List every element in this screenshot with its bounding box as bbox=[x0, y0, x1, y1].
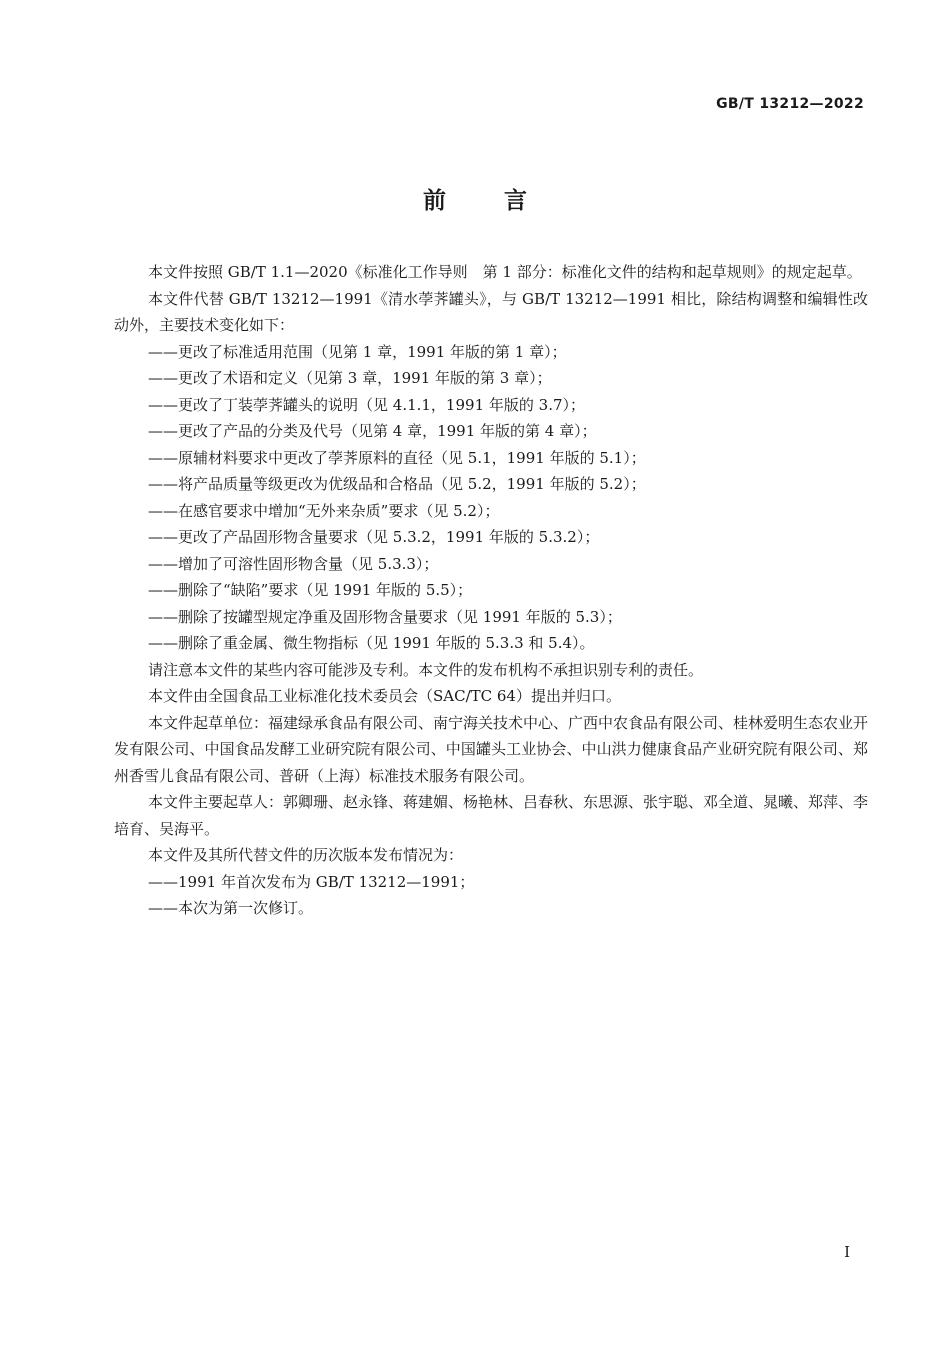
drafting-units-paragraph: 本文件起草单位：福建绿承食品有限公司、南宁海关技术中心、广西中农食品有限公司、桂林爱明生态农业开发有限公司、中国食品发酵工业研究院有限公司、中国罐头工业协会、中山洪力健康食品产业研究院有限公司、郑州香雪儿食品有限公司、普研（上海）标准技术服务有限公司。 bbox=[114, 713, 869, 785]
committee-paragraph: 本文件由全国食品工业标准化技术委员会（SAC/TC 64）提出并归口。 bbox=[148, 687, 621, 705]
history-item: ——本次为第一次修订。 bbox=[148, 899, 314, 917]
preface-body bbox=[114, 259, 868, 922]
change-item: ——更改了产品的分类及代号（见第 4 章，1991 年版的第 4 章）； bbox=[148, 422, 597, 440]
change-item: ——更改了丁装荸荠罐头的说明（见 4.1.1，1991 年版的 3.7）； bbox=[148, 395, 586, 414]
change-item: ——将产品质量等级更改为优级品和合格品（见 5.2，1991 年版的 5.2）； bbox=[148, 475, 646, 493]
patent-notice: 请注意本文件的某些内容可能涉及专利。本文件的发布机构不承担识别专利的责任。 bbox=[148, 660, 704, 679]
standard-code: GB/T 13212—2022 bbox=[716, 96, 864, 112]
history-item: ——1991 年首次发布为 GB/T 13212—1991； bbox=[148, 872, 475, 891]
change-item: ——删除了按罐型规定净重及固形物含量要求（见 1991 年版的 5.3）； bbox=[148, 607, 622, 626]
change-item: ——在感官要求中增加“无外来杂质”要求（见 5.2）； bbox=[148, 501, 500, 520]
drafting-rule-paragraph: 本文件按照 GB/T 1.1—2020《标准化工作导则 第 1 部分：标准化文件的结构和起草规则》的规定起草。 bbox=[148, 263, 862, 281]
drafters-paragraph: 本文件主要起草人：郭卿珊、赵永锋、蒋建媚、杨艳林、吕春秋、东思源、张宇聪、邓全道、晁曦、郑萍、李培育、吴海平。 bbox=[114, 793, 869, 838]
page-title: 前言 bbox=[423, 188, 585, 214]
replacement-paragraph: 本文件代替 GB/T 13212—1991《清水荸荠罐头》，与 GB/T 13212—1991 相比，除结构调整和编辑性改动外，主要技术变化如下： bbox=[114, 289, 868, 334]
change-item: ——更改了术语和定义（见第 3 章，1991 年版的第 3 章）； bbox=[148, 369, 552, 387]
page-number: I bbox=[844, 1243, 850, 1261]
change-item: ——删除了“缺陷”要求（见 1991 年版的 5.5）； bbox=[148, 581, 473, 599]
change-item: ——更改了产品固形物含量要求（见 5.3.2，1991 年版的 5.3.2）； bbox=[148, 528, 600, 546]
history-intro: 本文件及其所代替文件的历次版本发布情况为： bbox=[148, 846, 464, 864]
change-item: ——更改了标准适用范围（见第 1 章，1991 年版的第 1 章）； bbox=[148, 342, 567, 361]
change-item: ——原辅材料要求中更改了荸荠原料的直径（见 5.1，1991 年版的 5.1）； bbox=[148, 448, 646, 467]
change-item: ——删除了重金属、微生物指标（见 1991 年版的 5.3.3 和 5.4）。 bbox=[148, 634, 595, 652]
change-item: ——增加了可溶性固形物含量（见 5.3.3）； bbox=[148, 554, 439, 573]
